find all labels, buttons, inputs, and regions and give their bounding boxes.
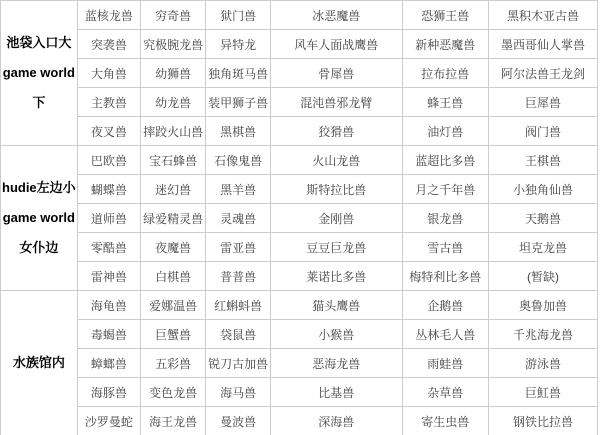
monster-name-cell: 豆豆巨龙兽 [271, 233, 402, 262]
monster-table-body [1, 1, 598, 435]
monster-name-cell: 红蝌蚪兽 [206, 291, 271, 320]
monster-name-cell: 蓝超比多兽 [402, 146, 489, 175]
monster-name-cell: 狱门兽 [206, 1, 271, 30]
monster-name-cell: 灵魂兽 [206, 204, 271, 233]
monster-name-cell: 雨蛙兽 [402, 349, 489, 378]
monster-name-cell: 雷神兽 [77, 262, 140, 291]
table-row [1, 233, 598, 262]
monster-name-cell: 海龟兽 [77, 291, 140, 320]
monster-name-cell: 零酷兽 [77, 233, 140, 262]
table-row [1, 146, 598, 175]
table-row [1, 30, 598, 59]
monster-name-cell: 绿爱精灵兽 [141, 204, 206, 233]
monster-name-cell: 突袭兽 [77, 30, 140, 59]
monster-name-cell: 海马兽 [206, 378, 271, 407]
table-row [1, 117, 598, 146]
monster-name-cell: 黑积木亚古兽 [489, 1, 598, 30]
location-label [1, 146, 78, 291]
monster-name-cell: 冰恶魔兽 [271, 1, 402, 30]
location-label-line: 下 [32, 95, 46, 110]
monster-name-cell: 袋鼠兽 [206, 320, 271, 349]
location-label-line: game world [2, 65, 75, 80]
location-label-line: 女仆边 [19, 240, 59, 255]
monster-name-cell: 雪古兽 [402, 233, 489, 262]
location-label [1, 1, 78, 146]
monster-name-cell: 毒蝎兽 [77, 320, 140, 349]
monster-name-cell: 夜魔兽 [141, 233, 206, 262]
monster-name-cell: 骨犀兽 [271, 59, 402, 88]
monster-name-cell: 钢铁比拉兽 [489, 407, 598, 435]
monster-name-cell: 梅特利比多兽 [402, 262, 489, 291]
location-label [1, 291, 78, 435]
monster-name-cell: 莱诺比多兽 [271, 262, 402, 291]
monster-name-cell: 比基兽 [271, 378, 402, 407]
location-label-line: game world [2, 210, 75, 225]
monster-name-cell: 深海兽 [271, 407, 402, 435]
monster-name-cell: 杂草兽 [402, 378, 489, 407]
monster-name-cell: 银龙兽 [402, 204, 489, 233]
monster-name-cell: 墨西哥仙人掌兽 [489, 30, 598, 59]
monster-name-cell: 究极腕龙兽 [141, 30, 206, 59]
monster-name-cell: 巴欧兽 [77, 146, 140, 175]
monster-name-cell: 企鹅兽 [402, 291, 489, 320]
monster-name-cell: 大角兽 [77, 59, 140, 88]
monster-name-cell: 普普兽 [206, 262, 271, 291]
monster-name-cell: 小独角仙兽 [489, 175, 598, 204]
table-row [1, 291, 598, 320]
monster-name-cell: 幼龙兽 [141, 88, 206, 117]
monster-name-cell: 狡猾兽 [271, 117, 402, 146]
monster-name-cell: 五彩兽 [141, 349, 206, 378]
monster-name-cell: 新种恶魔兽 [402, 30, 489, 59]
monster-name-cell: 恶海龙兽 [271, 349, 402, 378]
monster-name-cell: 油灯兽 [402, 117, 489, 146]
monster-name-cell: 锐刀古加兽 [206, 349, 271, 378]
location-label-line: hudie左边小 [2, 180, 76, 195]
monster-name-cell: 天鹅兽 [489, 204, 598, 233]
monster-name-cell: 雷亚兽 [206, 233, 271, 262]
monster-name-cell: 爱娜温兽 [141, 291, 206, 320]
monster-name-cell: 沙罗曼蛇 [77, 407, 140, 435]
table-row [1, 88, 598, 117]
table-row [1, 349, 598, 378]
monster-name-cell: 千兆海龙兽 [489, 320, 598, 349]
table-row [1, 175, 598, 204]
monster-name-cell: 宝石蜂兽 [141, 146, 206, 175]
table-row [1, 378, 598, 407]
monster-name-cell: 变色龙兽 [141, 378, 206, 407]
monster-name-cell: 丛林毛人兽 [402, 320, 489, 349]
monster-name-cell: 巨蟹兽 [141, 320, 206, 349]
monster-name-cell: 巨犀兽 [489, 88, 598, 117]
monster-name-cell: 坦克龙兽 [489, 233, 598, 262]
monster-name-cell: 游泳兽 [489, 349, 598, 378]
monster-name-cell: 道师兽 [77, 204, 140, 233]
monster-name-cell: 蟑螂兽 [77, 349, 140, 378]
monster-name-cell: 蓝核龙兽 [77, 1, 140, 30]
monster-name-cell: 黑羊兽 [206, 175, 271, 204]
monster-name-cell: 黑棋兽 [206, 117, 271, 146]
monster-name-cell: 巨魟兽 [489, 378, 598, 407]
table-row [1, 59, 598, 88]
monster-name-cell: 风车人面战鹰兽 [271, 30, 402, 59]
monster-name-cell: 摔跤火山兽 [141, 117, 206, 146]
monster-name-cell: 异特龙 [206, 30, 271, 59]
monster-name-cell: 金刚兽 [271, 204, 402, 233]
monster-name-cell: 奥鲁加兽 [489, 291, 598, 320]
monster-name-cell: 装甲狮子兽 [206, 88, 271, 117]
monster-name-cell: 蜂王兽 [402, 88, 489, 117]
monster-name-cell: 小猴兽 [271, 320, 402, 349]
monster-name-cell: 独角斑马兽 [206, 59, 271, 88]
monster-name-cell: 拉布拉兽 [402, 59, 489, 88]
monster-name-cell: 猫头鹰兽 [271, 291, 402, 320]
monster-name-cell: 月之千年兽 [402, 175, 489, 204]
location-label-line: 水族馆内 [12, 355, 65, 370]
monster-name-cell: 迷幻兽 [141, 175, 206, 204]
monster-name-cell: 混沌兽邪龙臂 [271, 88, 402, 117]
monster-name-cell: 海豚兽 [77, 378, 140, 407]
table-row [1, 262, 598, 291]
table-row [1, 1, 598, 30]
monster-name-cell: 蝴蝶兽 [77, 175, 140, 204]
monster-name-cell: (暂缺) [489, 262, 598, 291]
monster-name-cell: 恐狮王兽 [402, 1, 489, 30]
monster-name-cell: 幼狮兽 [141, 59, 206, 88]
monster-name-cell: 主教兽 [77, 88, 140, 117]
table-row [1, 407, 598, 435]
monster-name-cell: 海王龙兽 [141, 407, 206, 435]
monster-name-cell: 寄生虫兽 [402, 407, 489, 435]
monster-name-cell: 王棋兽 [489, 146, 598, 175]
monster-name-cell: 阀门兽 [489, 117, 598, 146]
monster-name-cell: 阿尔法兽王龙剑 [489, 59, 598, 88]
monster-name-cell: 穷奇兽 [141, 1, 206, 30]
monster-name-cell: 火山龙兽 [271, 146, 402, 175]
table-row [1, 204, 598, 233]
monster-name-cell: 斯特拉比兽 [271, 175, 402, 204]
monster-name-cell: 曼波兽 [206, 407, 271, 435]
location-label-line: 池袋入口大 [6, 35, 72, 50]
monster-name-cell: 夜叉兽 [77, 117, 140, 146]
table-row [1, 320, 598, 349]
monster-name-cell: 石像鬼兽 [206, 146, 271, 175]
monster-name-cell: 白棋兽 [141, 262, 206, 291]
